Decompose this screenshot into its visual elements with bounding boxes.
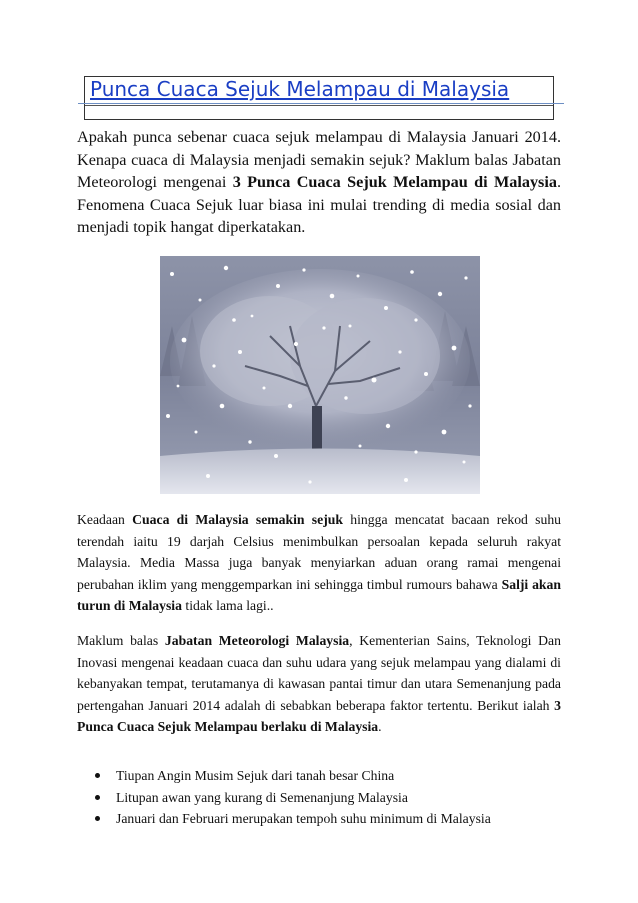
bullet-dot-icon	[95, 816, 100, 821]
document-title: Punca Cuaca Sejuk Melampau di Malaysia	[90, 77, 510, 101]
bullet-list	[92, 765, 491, 830]
p3-bold-2: 3 Punca Cuaca Sejuk Melampau berlaku di Malaysia	[77, 697, 561, 735]
p3-text-3: .	[378, 719, 382, 735]
list-item	[92, 765, 491, 787]
title-frame-divider	[85, 105, 553, 106]
title-underline-rule	[78, 103, 564, 104]
p2-text-1: Keadaan	[77, 512, 133, 527]
p2-text-2: hingga mencatat bacaan rekod suhu terendah iaitu 19 darjah Celsius menimbulkan persoalan kepada seluruh rakyat Malaysia. Media Massa juga banyak menyiarkan aduan orang ramai mengenai perubahan iklim yang menggemparkan ini sehingga timbul rumours bahawa	[77, 512, 562, 592]
list-item-text: Litupan awan yang kurang di Semenanjung Malaysia	[116, 789, 408, 805]
p2-text-3: tidak lama lagi..	[181, 598, 274, 614]
intro-paragraph	[77, 126, 561, 239]
bullet-dot-icon	[95, 795, 100, 800]
p2-bold-1: Cuaca di Malaysia semakin sejuk	[132, 512, 343, 527]
intro-bold-1: 3 Punca Cuaca Sejuk Melampau di Malaysia	[232, 173, 557, 191]
list-item-text: Januari dan Februari merupakan tempoh suhu minimum di Malaysia	[116, 811, 491, 826]
list-item	[92, 787, 491, 809]
p3-bold-1: Jabatan Meteorologi Malaysia	[164, 633, 350, 648]
p3-text-1: Maklum balas	[77, 633, 165, 648]
list-item-text: Tiupan Angin Musim Sejuk dari tanah besar China	[116, 768, 395, 783]
p2-bold-2: Salji akan turun di Malaysia	[77, 576, 561, 614]
snowy-tree-image	[160, 256, 480, 494]
intro-text-1: Apakah punca sebenar cuaca sejuk melampau di Malaysia Januari 2014. Kenapa cuaca di Malaysia menjadi semakin sejuk? Maklum balas Jabatan Meteorologi mengenai	[77, 128, 561, 191]
paragraph-2	[77, 509, 561, 617]
p3-text-2: , Kementerian Sains, Teknologi Dan Inovasi mengenai keadaan cuaca dan suhu udara yang sejuk melampau yang dialami di kebanyakan tempat, terutamanya di kawasan pantai timur dan utara Semenanjung pada pertengahan Januari 2014 adalah di sebabkan beberapa faktor tertentu. Berikut ialah	[77, 633, 561, 713]
intro-text-2: . Fenomena Cuaca Sejuk luar biasa ini mulai trending di media sosial dan menjadi topik hangat diperkatakan.	[77, 173, 561, 236]
list-item	[92, 808, 491, 830]
bullet-dot-icon	[95, 773, 100, 778]
paragraph-3	[77, 630, 561, 738]
